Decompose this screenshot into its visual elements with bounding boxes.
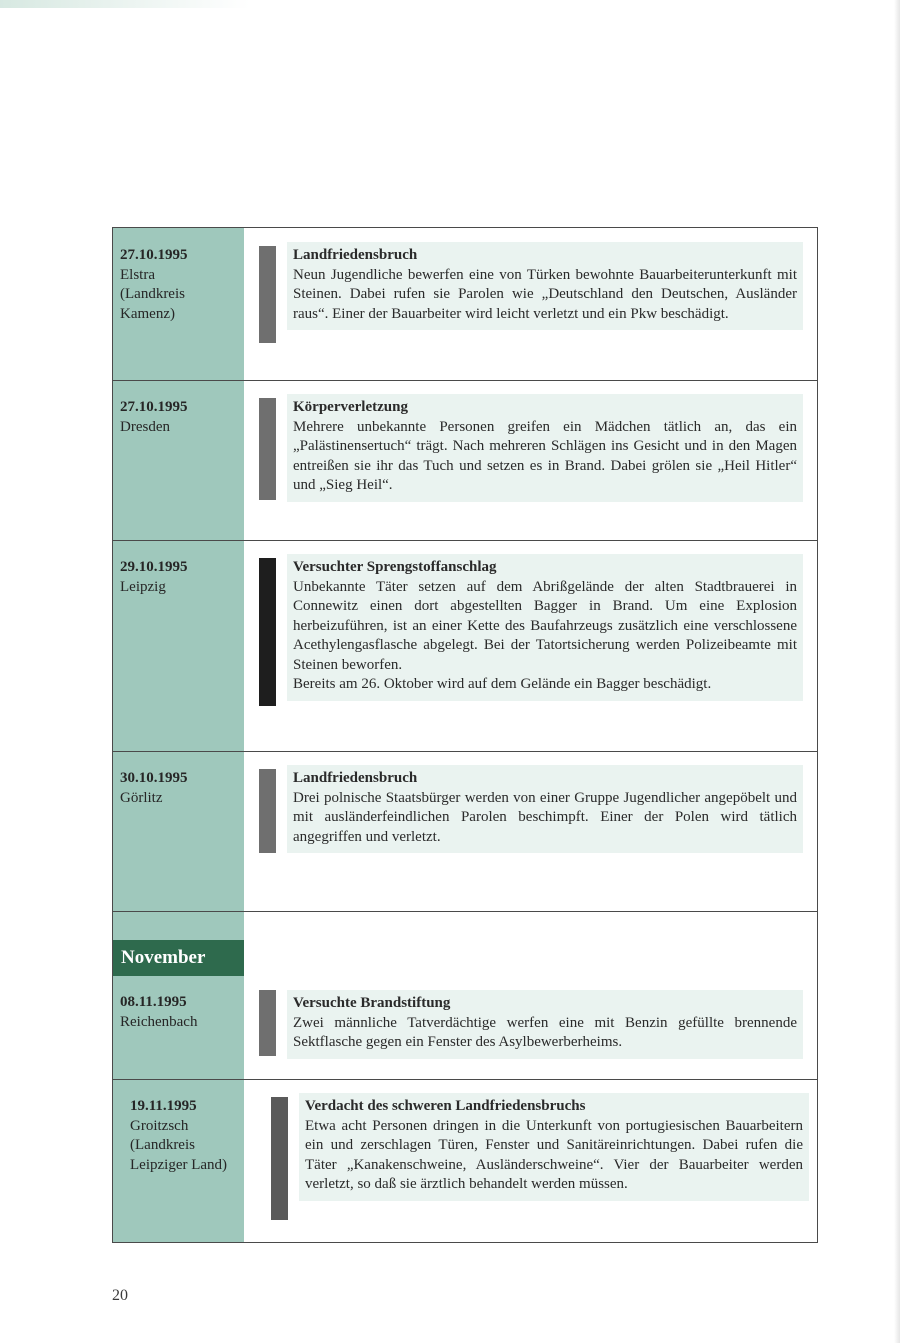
month-label: November bbox=[113, 940, 244, 976]
incident-row bbox=[113, 228, 817, 381]
severity-bar bbox=[271, 1097, 288, 1220]
incident-place: Reichenbach bbox=[120, 1013, 198, 1030]
incident-title: Versuchter Sprengstoffanschlag bbox=[293, 559, 497, 575]
incident-row bbox=[113, 751, 817, 912]
incident-place: Leipzig bbox=[120, 578, 166, 595]
date-cell bbox=[120, 398, 245, 437]
incident-date: 30.10.1995 bbox=[120, 770, 188, 786]
incident-text: Unbekannte Täter setzen auf dem Abrißgelände der alten Stadtbrauerei in Connewitz einen dort abgestellten Bagger in Brand. Um eine Explosion herbeizuführen, ist an einer Kette des Baufahrzeugs zusätzlich eine verschlossene Acethylengasflasche abgelegt. Bei der Tatortsicherung werden Polizeibeamte mit Steinen beworfen. bbox=[293, 578, 797, 673]
page-number: 20 bbox=[112, 1287, 128, 1304]
incident-title: Landfriedensbruch bbox=[293, 770, 418, 786]
incident-text: Drei polnische Staatsbürger werden von einer Gruppe Jugendlicher angepöbelt und mit ausländerfeindlichen Parolen beschimpft. Einer der Polen wird tätlich angegriffen und verletzt. bbox=[293, 789, 797, 845]
incident-text: Neun Jugendliche bewerfen eine von Türken bewohnte Bauarbeiterunterkunft mit Steinen. Dabei rufen sie Parolen wie „Deutschland den Deutschen, Ausländer raus“. Einer der Bauarbeiter wird leicht verletzt und ein Pkw beschädigt. bbox=[293, 266, 797, 322]
incident-text: Zwei männliche Tatverdächtige werfen eine mit Benzin gefüllte brennende Sektflasche gegen ein Fenster des Asylbewerberheims. bbox=[293, 1014, 797, 1050]
scan-smudge bbox=[0, 0, 250, 8]
page-edge-shadow bbox=[894, 0, 900, 1343]
date-cell bbox=[120, 769, 245, 808]
incident-description bbox=[287, 765, 803, 853]
incident-place: Elstra (Landkreis Kamenz) bbox=[120, 266, 185, 322]
severity-bar bbox=[259, 398, 276, 500]
incident-place: Görlitz bbox=[120, 789, 163, 806]
severity-bar bbox=[259, 990, 276, 1056]
date-cell bbox=[120, 993, 245, 1032]
incident-date: 08.11.1995 bbox=[120, 994, 187, 1010]
incident-date: 29.10.1995 bbox=[120, 559, 188, 575]
incident-text-note: Bereits am 26. Oktober wird auf dem Gelände ein Bagger beschädigt. bbox=[293, 676, 712, 692]
incident-description bbox=[299, 1093, 809, 1201]
incident-row bbox=[113, 380, 817, 541]
incident-title: Landfriedensbruch bbox=[293, 247, 418, 263]
incident-text: Etwa acht Personen dringen in die Unterkunft von portugiesischen Bauarbeitern ein und zerschlagen Türen, Fenster und Sanitäreinrichtungen. Dabei rufen die Täter „Kanakenschweine, Ausländerschweine“. Vier der Bauarbeiter werden verletzt, so daß sie ärztlich behandelt werden müssen. bbox=[305, 1117, 803, 1192]
date-cell bbox=[120, 558, 245, 597]
severity-bar bbox=[259, 769, 276, 853]
incident-place: Groitzsch (Landkreis Leipziger Land) bbox=[130, 1117, 228, 1173]
date-cell bbox=[130, 1097, 255, 1175]
incident-title: Körperverletzung bbox=[293, 399, 408, 415]
incident-title: Verdacht des schweren Landfriedensbruchs bbox=[305, 1098, 586, 1114]
incident-title: Versuchte Brandstiftung bbox=[293, 995, 451, 1011]
incident-row bbox=[113, 1079, 817, 1242]
incident-description bbox=[287, 990, 803, 1059]
incident-description bbox=[287, 242, 803, 330]
incident-description bbox=[287, 554, 803, 701]
incident-text: Mehrere unbekannte Personen greifen ein Mädchen tätlich an, das ein „Palästinensertuch“ trägt. Nach mehreren Schlägen ins Gesicht und in den Magen entreißen sie ihr das Tuch und setzen es in Brand. Dabei grölen sie „Heil Hitler“ und „Sieg Heil“. bbox=[293, 418, 797, 493]
date-cell bbox=[120, 246, 245, 324]
severity-bar bbox=[259, 558, 276, 706]
incident-description bbox=[287, 394, 803, 502]
incident-table bbox=[112, 227, 818, 1243]
incident-date: 19.11.1995 bbox=[130, 1098, 197, 1114]
incident-date: 27.10.1995 bbox=[120, 247, 188, 263]
incident-row bbox=[113, 540, 817, 752]
severity-bar bbox=[259, 246, 276, 343]
incident-row bbox=[113, 911, 817, 1080]
incident-place: Dresden bbox=[120, 418, 170, 435]
incident-date: 27.10.1995 bbox=[120, 399, 188, 415]
